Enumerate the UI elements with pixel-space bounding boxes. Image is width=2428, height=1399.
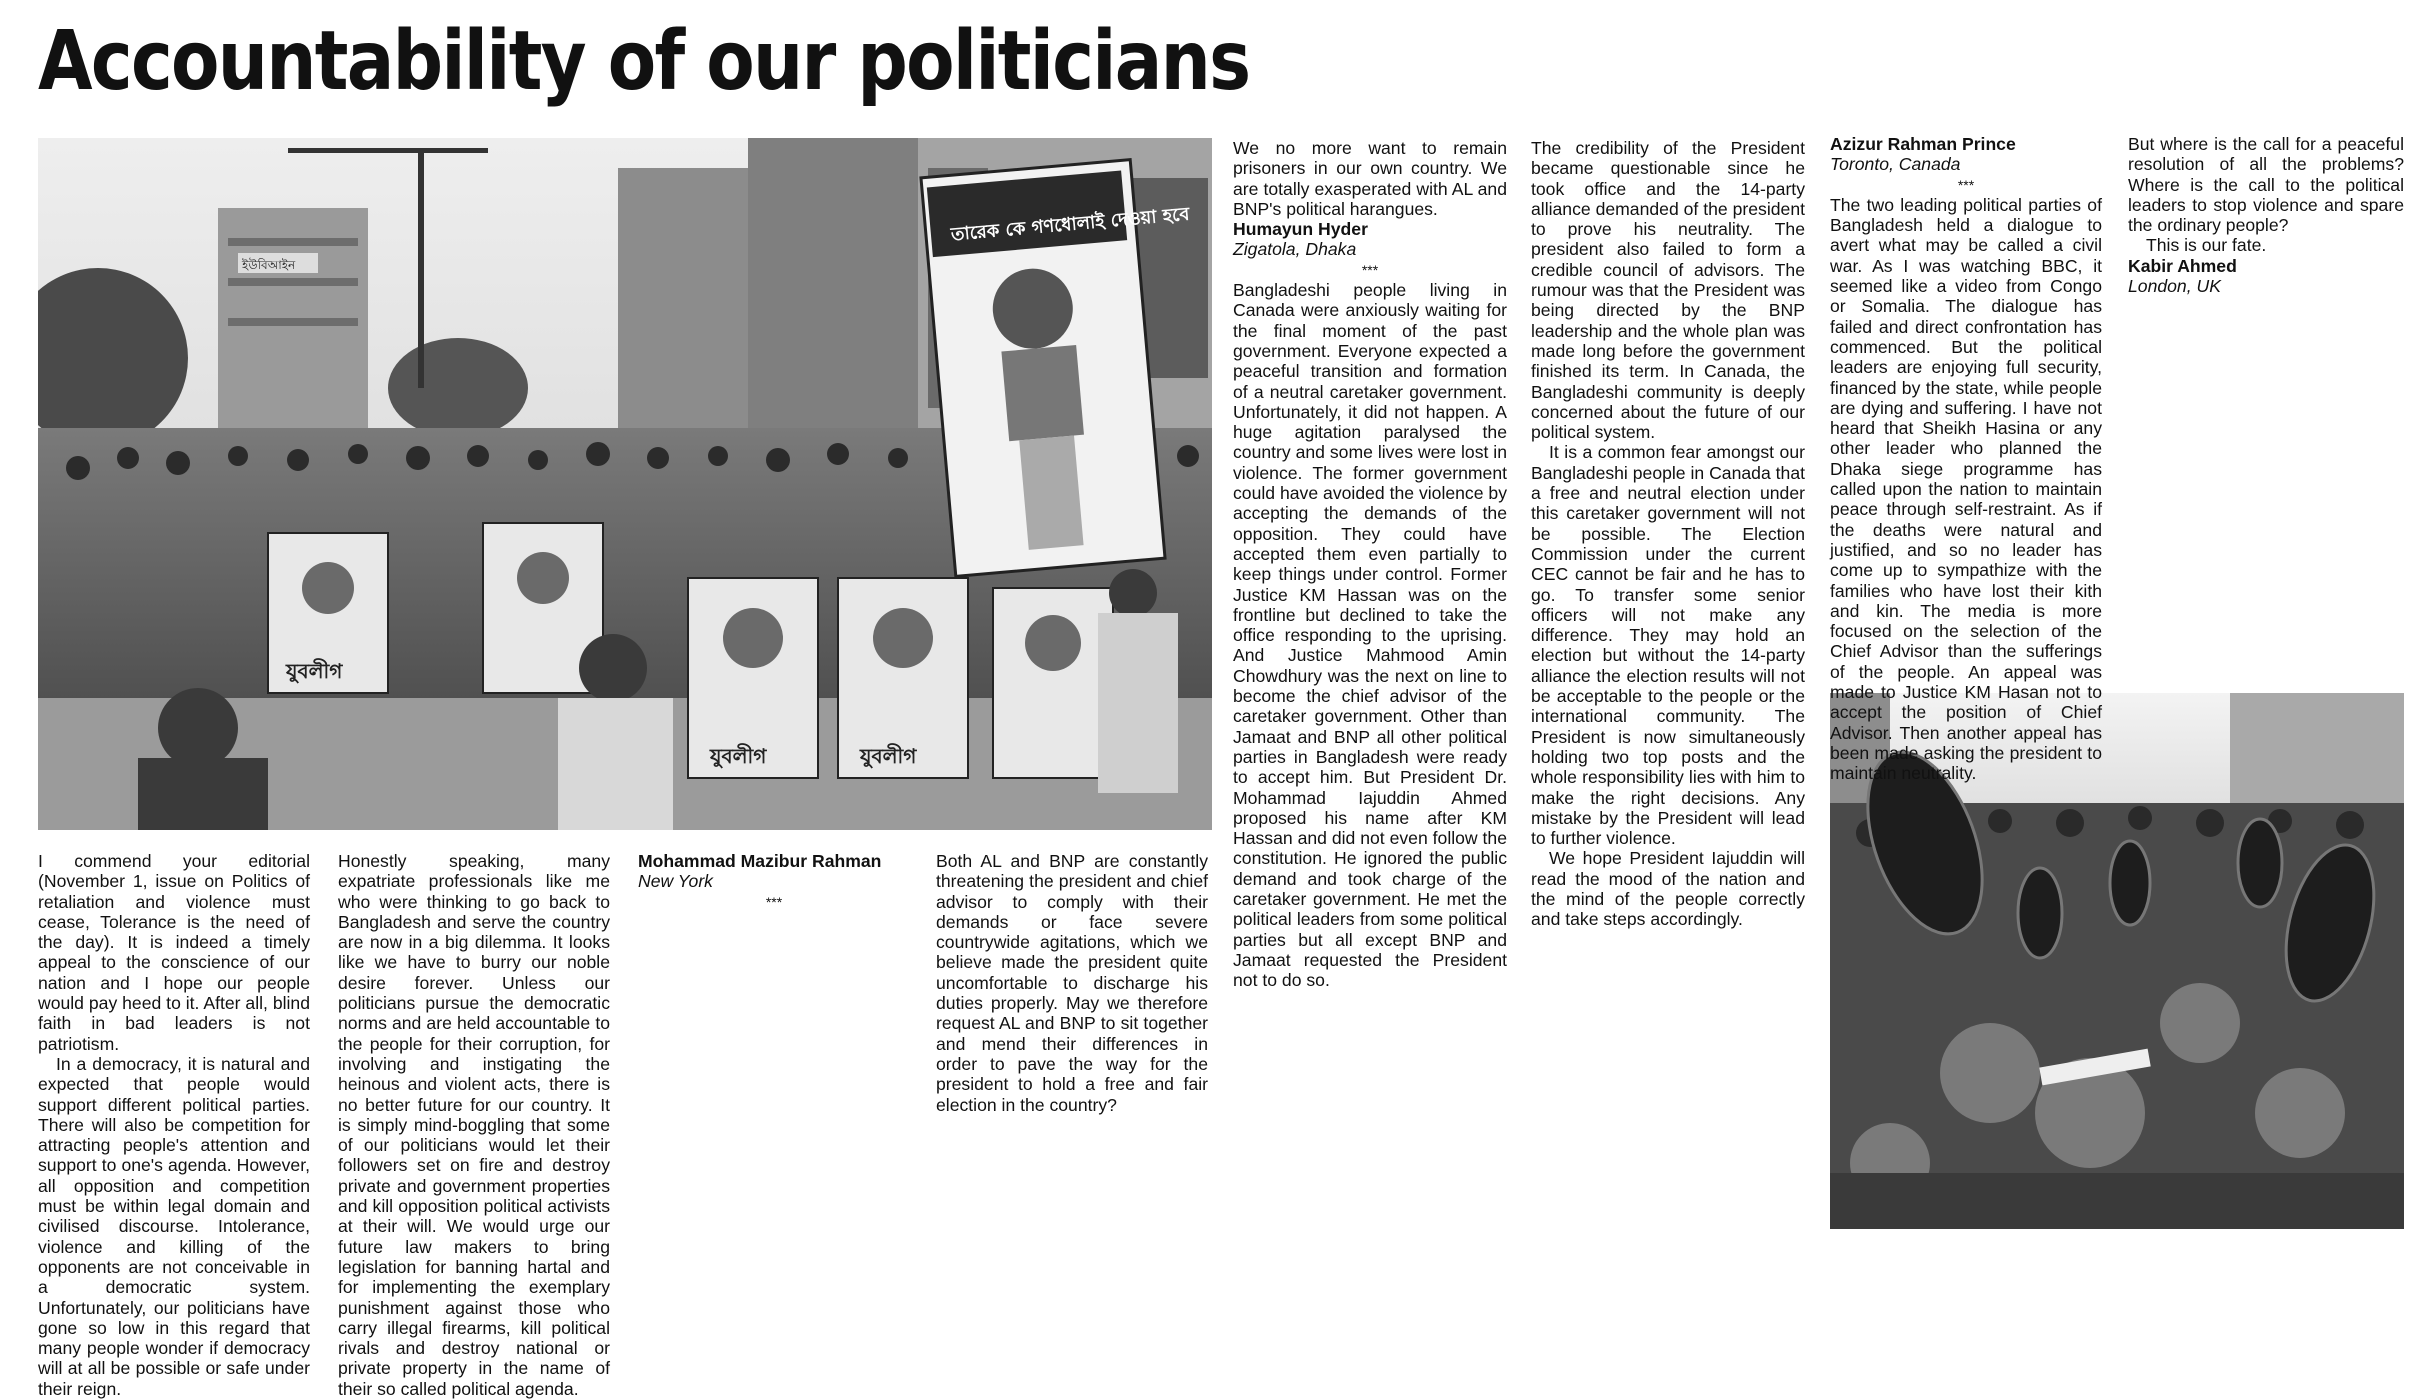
letter3-author-name: Azizur Rahman Prince — [1830, 134, 2016, 154]
letter3-author-place: Toronto, Canada — [1830, 154, 1961, 175]
letter3-paragraph-4: We hope President Iajuddin will read the mood of the nation and the mind of the people correctly and take steps accordingly. — [1531, 848, 1805, 930]
poster-caption-2: যুবলীগ — [710, 744, 767, 768]
letter1-paragraph-1: I commend your editorial (November 1, issue on Politics of retaliation and violence must cease, Tolerance is the need of the day). It is indeed a timely appeal to the conscience of our nation and I hope our people would pay heed to it. After all, blind faith in bad leaders is not patriotism. — [38, 851, 310, 1054]
letter1-author-place: New York — [638, 871, 713, 892]
letter2-paragraph-1: Both AL and BNP are constantly threatening the president and chief advisor to comply with their demands or face severe countrywide agitations, which we believe made the president quite uncomfortable to discharge his duties properly. May we therefore request AL and BNP to sit together and mend their differences in order to pave the way for the president to hold a free and fair election in the country? — [936, 851, 1208, 1115]
letter4-paragraph-1: The two leading political parties of Bangladesh held a dialogue to avert what may be called a civil war. As I was watching BBC, it seemed like a video from Congo or Somalia. The dialogue has failed and direct confrontation has commenced. But the political leaders are enjoying full security, financed by the state, while people are dying and suffering. I have not heard that Sheikh Hasina or any other leader who planned the Dhaka siege programme has called upon the nation to maintain peace through self-restraint. As if the deaths were natural and justified, and so no leader has come up to sympathize with the families who have lost their kith and kin. The media is more focused on the selection of the Chief Advisor than the sufferings of the people. An appeal was made to Justice KM Hasan not to accept the position of Chief Advisor. Then another appeal has been made asking the president to maintain neutrality. — [1830, 194, 2102, 784]
poster-caption-1: যুবলীগ — [286, 659, 343, 683]
letter2-paragraph-2: We no more want to remain prisoners in our own country. We are totally exasperated with AL and BNP's political harangues. — [1233, 138, 1507, 219]
letter4-author-name: Kabir Ahmed — [2128, 255, 2237, 276]
text-column-4 — [936, 851, 1208, 1115]
letter4-author-place: London, UK — [2128, 276, 2221, 297]
banner-text: তারেক কে গণধোলাই দেওয়া হবে — [950, 203, 1191, 246]
letter1-paragraph-2: In a democracy, it is natural and expected that people would support different political parties. There will also be competition for attracting people's attention and support to one's agenda. However, all opposition and competition must be within legal domain and civilised discourse. Intolerance, violence and killing of the opponents are not conceivable in a democratic system. Unfortunately, our politicians have gone so low in this regard that many people wonder if democracy will at all be possible or safe under their reign. — [38, 1053, 310, 1399]
letter2-separator: *** — [1361, 261, 1379, 278]
text-column-8 — [2128, 134, 2404, 296]
letter2-author-name: Humayun Hyder — [1233, 219, 1368, 240]
letter2-author-place: Zigatola, Dhaka — [1233, 239, 1357, 260]
letter4-paragraph-2: But where is the call for a peaceful resolution of all the problems? Where is the call to the political leaders to stop violence and spare the ordinary people? — [2128, 134, 2404, 236]
letter3-paragraph-1: Bangladeshi people living in Canada were anxiously waiting for the final moment of the past government. Everyone expected a peaceful transition and formation of a neutral caretaker government. Unfortunately, it did not happen. A huge agitation paralysed the country and some lives were lost in violence. The former government could have avoided the violence by accepting the demands of the opposition. They could have accepted them even partially to keep things under control. Former Justice KM Hassan was on the frontline but declined to take the office responding to the uprising. And Justice Mahmood Amin Chowdhury was the next on line to become the chief advisor of the caretaker government. Other than Jamaat and BNP all other political parties in Bangladesh were ready to accept him. But President Dr. Mohammad Iajuddin Ahmed proposed his name after KM Hassan and did not even follow the constitution. He ignored the public demand and took charge of the caretaker government. He met the political leaders from some political parties but all except BNP and Jamaat requested the President not to do so. — [1233, 280, 1507, 991]
poster-caption-3: যুবলীগ — [860, 744, 917, 768]
text-column-5 — [1233, 138, 1507, 990]
letter1-separator: *** — [765, 893, 783, 910]
text-column-6 — [1531, 138, 1805, 930]
text-column-1 — [38, 851, 310, 1399]
letter3-paragraph-2: The credibility of the President became questionable since he took office and the 14-party alliance demanded of the president to prove his neutrality. The president also failed to form a credible council of advisors. The rumour was that the President was being directed by the BNP leadership and the whole plan was made long before the government finished its term. In Canada, the Bangladeshi community is deeply concerned about the future of our political system. — [1531, 138, 1805, 443]
letter4-paragraph-3: This is our fate. — [2146, 235, 2267, 256]
letter3-paragraph-3: It is a common fear amongst our Bangladeshi people in Canada that a free and neutral election under this caretaker government will not be possible. The Election Commission under the current CEC cannot be fair and he has to go. To transfer some senior officers will not make any difference. They may hold an election but without the 14-party alliance the election results will not be acceptable to the people or the international community. The President is now simultaneously holding two top posts and the whole responsibility lies with him to make the right decisions. Any mistake by the President will lead to further violence. — [1531, 442, 1805, 849]
letter3-separator: *** — [1957, 176, 1975, 193]
page-headline: Accountability of our politicians — [38, 14, 1250, 109]
text-column-3 — [638, 851, 910, 912]
letter1-author-name: Mohammad Mazibur Rahman — [638, 851, 882, 871]
text-column-7 — [1830, 134, 2102, 784]
protest-photo — [38, 138, 1212, 830]
text-column-2 — [338, 851, 610, 1399]
letter1-paragraph-3: Honestly speaking, many expatriate professionals like me who were thinking to go back to Bangladesh and serve the country are now in a big dilemma. It looks like we have to burry our noble desire forever. Unless our politicians pursue the democratic norms and are held accountable to the people for their corruption, for involving and instigating the heinous and violent acts, there is no better future for our country. It is simply mind-boggling that some of our politicians would let their followers set on fire and destroy private and government properties and kill opposition political activists at their will. We would urge our future law makers to bring legislation for banning hartal and for implementing the exemplary punishment against those who carry illegal firearms, kill political rivals and destroy national or private property in the name of their so called political agenda. — [338, 851, 610, 1399]
shop-sign: ইউবিআইন — [242, 258, 296, 272]
